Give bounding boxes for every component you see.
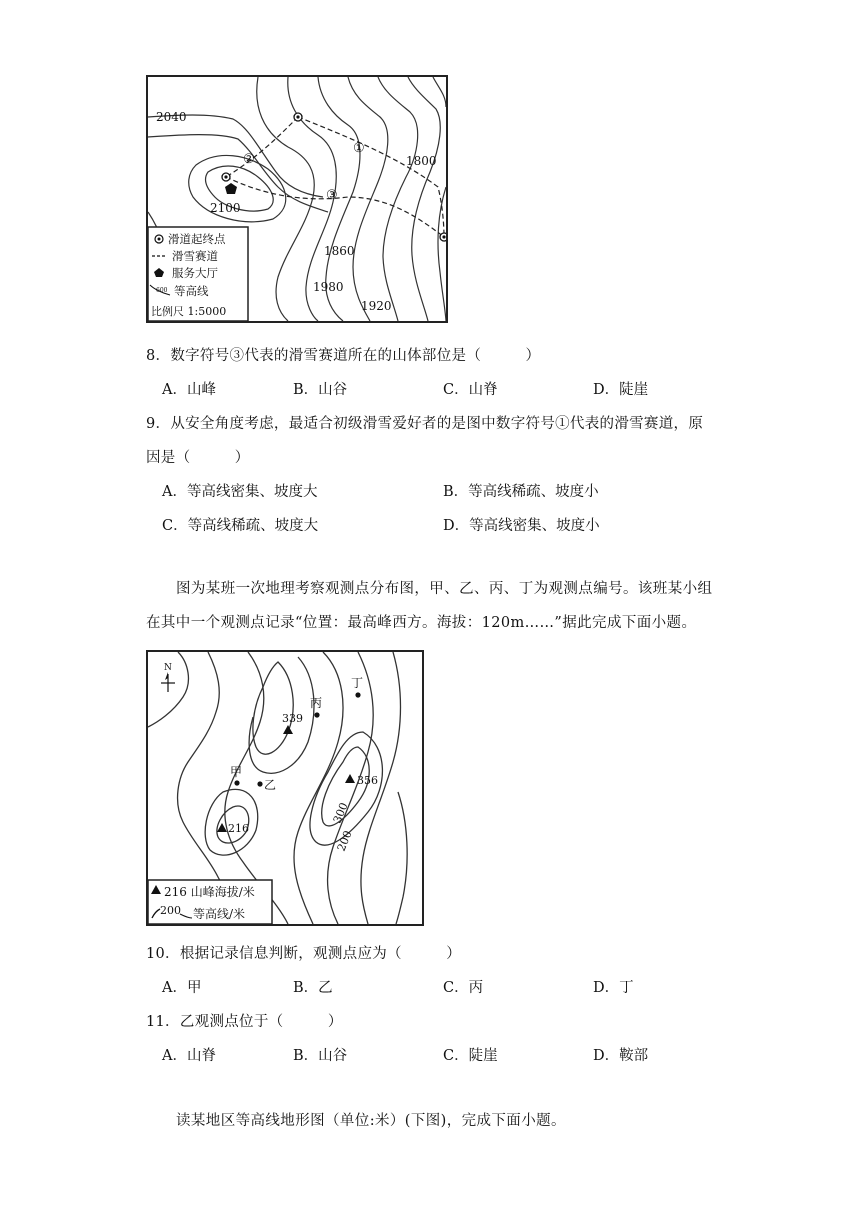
q9-option-d[interactable]: D．等高线密集、坡度小 xyxy=(443,518,600,534)
point-ding-label: 丁 xyxy=(351,676,364,690)
marker-1: ① xyxy=(353,141,365,156)
q11-option-c[interactable]: C．陡崖 xyxy=(443,1048,498,1064)
contour-label-1860: 1860 xyxy=(324,244,355,258)
legend-item-endpoint: 滑道起终点 xyxy=(168,232,226,246)
point-bing-dot xyxy=(314,712,319,717)
peak-339-icon xyxy=(283,725,293,734)
contour-line xyxy=(294,652,343,924)
q10-option-a[interactable]: A．甲 xyxy=(162,980,202,996)
q9-option-b[interactable]: B．等高线稀疏、坡度小 xyxy=(443,484,599,500)
peak-356-icon xyxy=(345,774,355,783)
marker-3: ③ xyxy=(326,188,338,203)
ski-run-3 xyxy=(226,177,444,237)
point-yi-label: 乙 xyxy=(264,778,277,792)
q8-option-d[interactable]: D．陡崖 xyxy=(593,382,649,398)
ski-run-1 xyxy=(298,117,444,237)
question-8-stem: 8．数字符号③代表的滑雪赛道所在的山体部位是（ ） xyxy=(146,348,541,364)
q9-option-c[interactable]: C．等高线稀疏、坡度大 xyxy=(162,518,319,534)
contour-label-1980: 1980 xyxy=(313,280,344,294)
legend-item-run: 滑雪赛道 xyxy=(172,249,218,263)
q8-option-a[interactable]: A．山峰 xyxy=(162,382,216,398)
q9-option-a[interactable]: A．等高线密集、坡度大 xyxy=(162,484,318,500)
legend-item-hall: 服务大厅 xyxy=(172,266,218,280)
q11-option-b[interactable]: B．山谷 xyxy=(293,1048,348,1064)
contour-line xyxy=(408,77,440,321)
point-ding-dot xyxy=(355,692,360,697)
contour-line xyxy=(433,77,446,107)
peak-339-label: 339 xyxy=(282,712,303,725)
north-arrow-icon xyxy=(161,672,175,692)
intro-paragraph-2: 图为某班一次地理考察观测点分布图，甲、乙、丙、丁为观测点编号。该班某小组在其中一个观测点记录“位置：最高峰西方。海拔：120m……”据此完成下面小题。 xyxy=(146,581,713,631)
point-bing-label: 丙 xyxy=(310,696,323,710)
point-jia-label: 甲 xyxy=(230,765,243,779)
q8-option-c[interactable]: C．山脊 xyxy=(443,382,498,398)
service-hall-icon xyxy=(225,183,237,194)
peak-216-label: 216 xyxy=(228,822,249,835)
contour-label-1800: 1800 xyxy=(406,154,437,168)
q10-option-d[interactable]: D．丁 xyxy=(593,980,634,996)
q10-option-b[interactable]: B．乙 xyxy=(293,980,333,996)
q11-option-d[interactable]: D．鞍部 xyxy=(593,1048,649,1064)
peak-356-label: 356 xyxy=(357,774,378,787)
contour-label-2100: 2100 xyxy=(210,201,241,215)
north-label: N xyxy=(164,663,172,673)
legend-peak: 216 山峰海拔/米 xyxy=(164,885,255,899)
ski-map-drawing xyxy=(148,77,446,321)
contour-line xyxy=(378,77,418,321)
q11-option-a[interactable]: A．山脊 xyxy=(162,1048,216,1064)
contour-label-1920: 1920 xyxy=(361,299,392,313)
question-9-stem-line1: 9．从安全角度考虑，最适合初级滑雪爱好者的是图中数字符号①代表的滑雪赛道，原 xyxy=(146,416,704,432)
question-10-stem: 10．根据记录信息判断，观测点应为（ ） xyxy=(146,946,462,962)
q10-option-c[interactable]: C．丙 xyxy=(443,980,484,996)
ski-contour-map xyxy=(146,75,448,323)
question-11-stem: 11．乙观测点位于（ ） xyxy=(146,1014,343,1030)
legend-contour-value: 600 xyxy=(156,287,168,294)
intro-paragraph-3: 读某地区等高线地形图（单位:米）(下图)，完成下面小题。 xyxy=(176,1113,566,1129)
contour-line xyxy=(396,792,407,924)
contour-label-300: 300 xyxy=(330,800,351,826)
contour-label-2040: 2040 xyxy=(156,110,187,124)
question-9-stem-line2: 因是（ ） xyxy=(146,450,250,466)
point-yi-dot xyxy=(257,781,262,786)
marker-2: ② xyxy=(243,152,255,167)
contour-line xyxy=(310,732,382,845)
observation-map-drawing xyxy=(148,652,422,924)
q8-option-b[interactable]: B．山谷 xyxy=(293,382,348,398)
legend-contour: 等高线/米 xyxy=(193,907,246,921)
point-jia-dot xyxy=(234,780,239,785)
map-scale: 比例尺 1:5000 xyxy=(151,305,227,318)
observation-contour-map xyxy=(146,650,424,926)
legend-item-contour: 等高线 xyxy=(174,284,209,298)
contour-line xyxy=(253,662,293,754)
legend-contour-value: 200 xyxy=(160,904,181,917)
contour-label-200: 200 xyxy=(334,828,355,854)
